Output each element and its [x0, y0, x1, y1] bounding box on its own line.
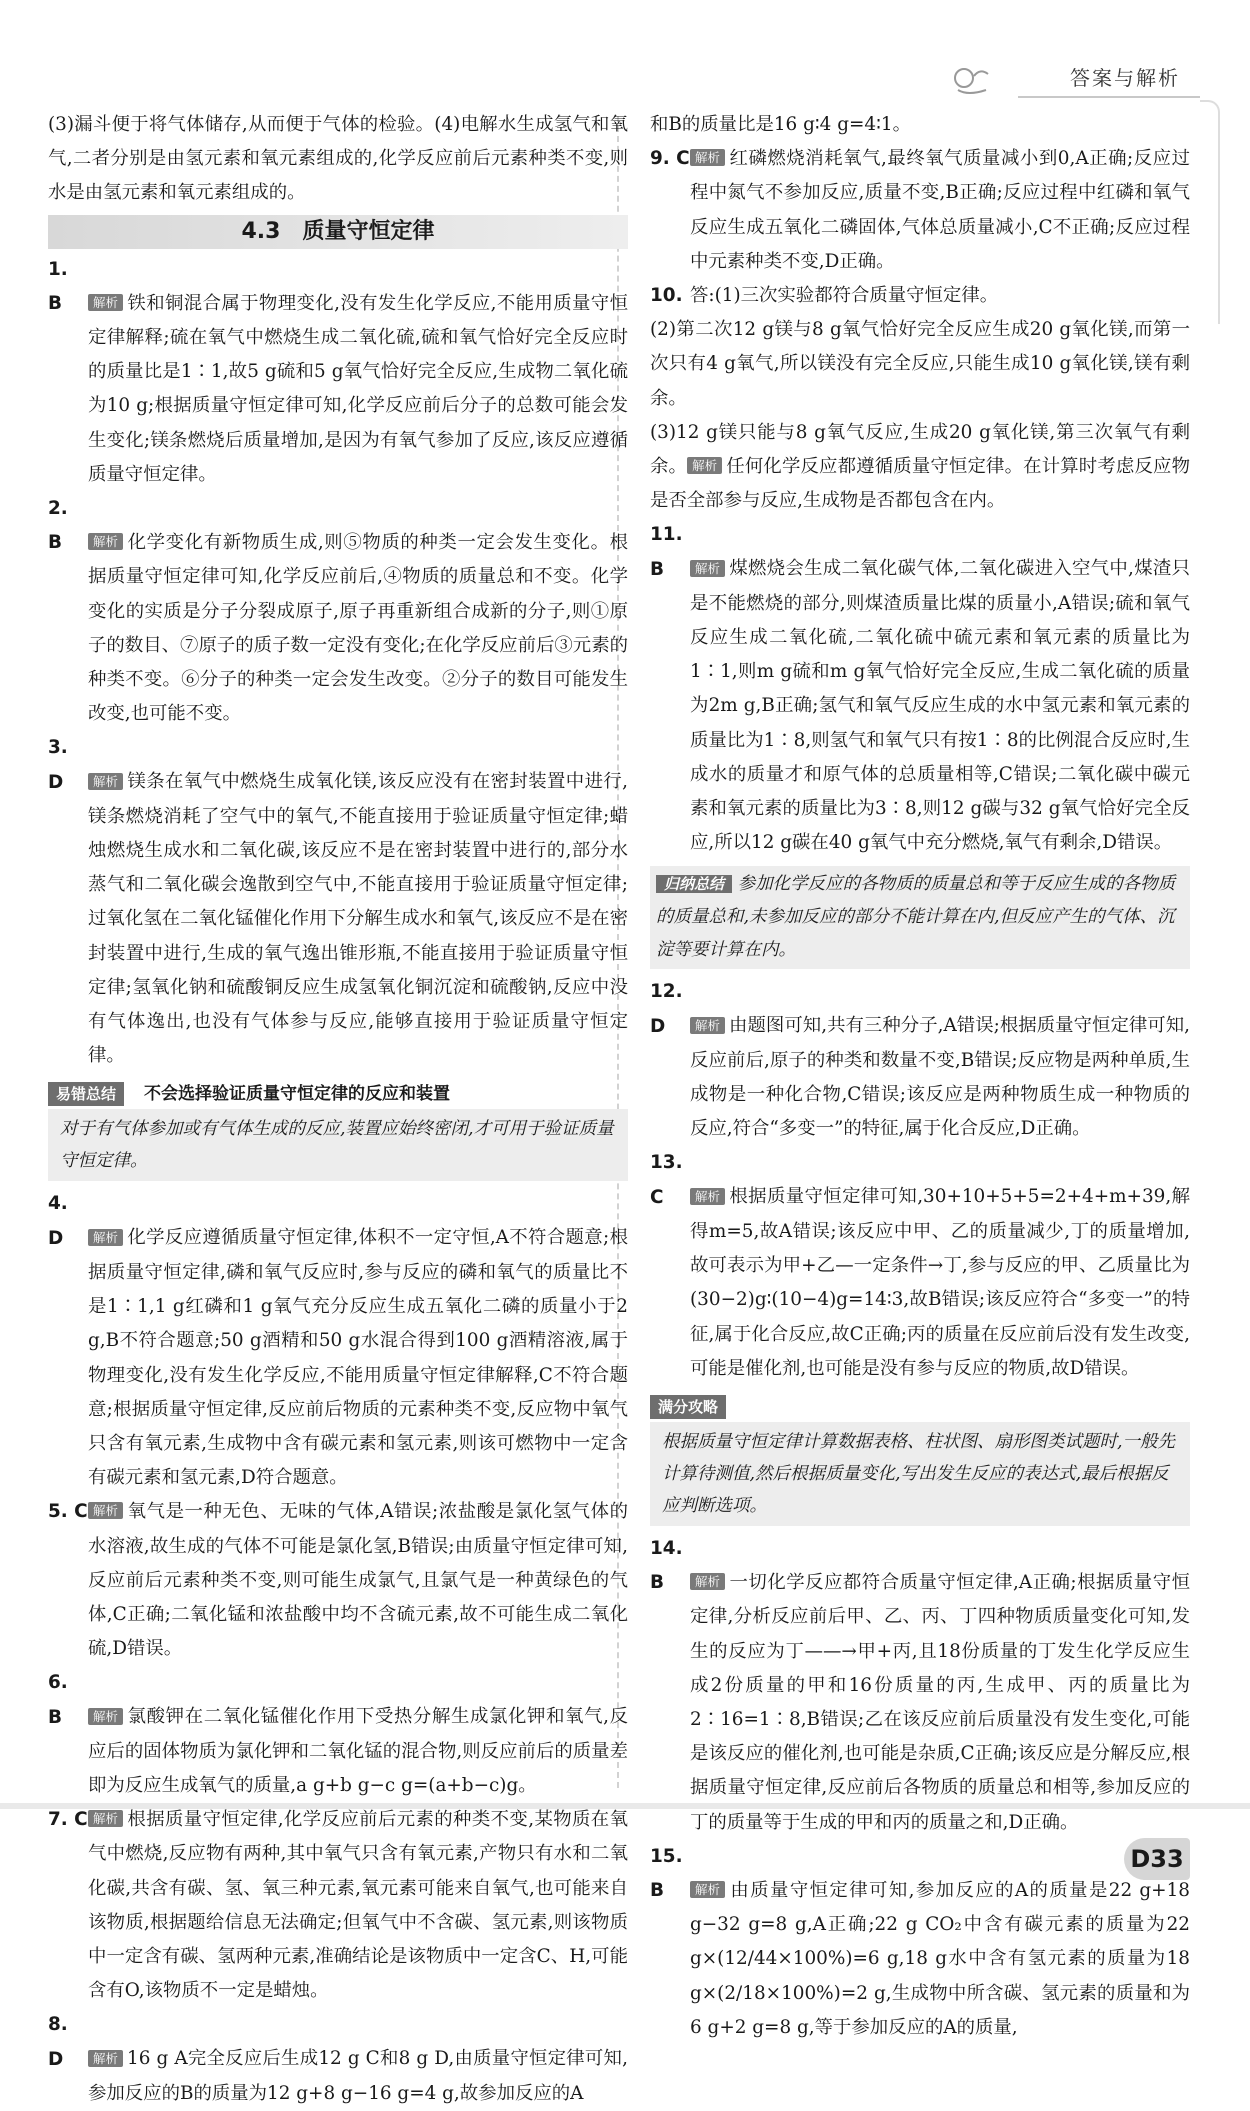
strategy-label: 满分攻略: [650, 1395, 726, 1419]
mistake-body: 对于有气体参加或有气体生成的反应,装置应始终密闭,才可用于验证质量守恒定律。: [48, 1109, 628, 1181]
answer-item-11: 11. B 解析 煤燃烧会生成二氧化碳气体,二氧化碳进入空气中,煤渣只是不能燃烧的部分,则煤渣质量比煤的质量小,A错误;硫和氧气反应生成二氧化硫,二氧化硫中硫元素和氧元素的质量比为1∶1,则m g硫和m g氧气恰好完全反应,生成二氧化硫的质量为2m g,B正确;氢气和氧气反应生成的水中氢元素和氧元素的质量比为1∶8,则氢气和氧气只有按1∶8的比例混合反应时,生成水的质量才和原气体的总质量相等,C错误;二氧化碳中碳元素和氧元素的质量比为3∶8,则12 g碳与32 g氧气恰好完全反应,所以12 g碳在40 g氧气中充分燃烧,氧气有剩余,D错误。: [650, 524, 1190, 854]
page-header: [0, 0, 1250, 110]
answer-item-2: 2. B 解析 化学变化有新物质生成,则⑤物质的种类一定会发生变化。根据质量守恒定律可知,化学反应前后,④物质的质量总和不变。化学变化的实质是分子分裂成原子,原子再重新组合成新的分子,则①原子的数目、⑦原子的质子数一定没有变化;在化学反应前后③元素的种类不变。⑥分子的种类一定会发生改变。②分子的数目可能发生改变,也可能不变。: [48, 498, 628, 725]
answer-10-part3: (3)12 g镁只能与8 g氧气反应,生成20 g氧化镁,第三次氧气有剩余。 解析 任何化学反应都遵循质量守恒定律。在计算时考虑反应物是否全部参与反应,生成物是否都包含在内。: [650, 421, 1190, 512]
answer-item-1: 1. B 解析 铁和铜混合属于物理变化,没有发生化学反应,不能用质量守恒定律解释;硫在氧气中燃烧生成二氧化硫,硫和氧气恰好完全反应时的质量比是1∶1,故5 g硫和5 g氧气恰好完全反应,生成物二氧化硫为10 g;根据质量守恒定律可知,化学反应前后分子的总数可能会发生变化;镁条燃烧后质量增加,是因为有氧气参加了反应,该反应遵循质量守恒定律。: [48, 258, 628, 485]
analysis-tag: 解析: [88, 294, 123, 311]
header-rule: [1018, 96, 1200, 98]
answer-item-15: 15. B 解析 由质量守恒定律可知,参加反应的A的质量是22 g+18 g−32 g=8 g,A正确;22 g CO₂中含有碳元素的质量为22 g×(12/44×100%)=6 g,18 g水中含有氢元素的质量为18 g×(2/18×100%)=2 g,生成物中所含碳、氢元素的质量和为6 g+2 g=8 g,等于参加反应的A的质量,: [650, 1845, 1190, 2038]
summary-body: 参加化学反应的各物质的质量总和等于反应生成的各物质的质量总和,未参加反应的部分不能计算在内,但反应产生的气体、沉淀等要计算在内。: [656, 874, 1176, 961]
continued-text: 和B的质量比是16 g∶4 g=4∶1。: [650, 114, 911, 135]
answer-item-7: 7. C 解析 根据质量守恒定律,化学反应前后元素的种类不变,某物质在氧气中燃烧,反应物有两种,其中氧气只含有氧元素,产物只有水和二氧化碳,共含有碳、氢、氧三种元素,氧元素可能来自氧气,也可能来自该物质,根据题给信息无法确定;但氧气中不含碳、氢元素,则该物质中一定含有碳、氢两种元素,准确结论是该物质中一定含C、H,可能含有O,该物质不一定是蜡烛。: [48, 1809, 628, 2002]
answer-item-5: 5. C 解析 氧气是一种无色、无味的气体,A错误;浓盐酸是氯化氢气体的水溶液,故生成的气体不可能是氯化氢,B错误;由质量守恒定律可知,反应前后元素种类不变,则可能生成氯气,且氯气是一种黄绿色的气体,C正确;二氧化锰和浓盐酸中均不含硫元素,故不可能生成二氧化硫,D错误。: [48, 1501, 628, 1660]
analysis-tag: 解析: [88, 773, 123, 790]
mistake-title: 不会选择验证质量守恒定律的反应和装置: [144, 1084, 451, 1105]
analysis-tag: 解析: [88, 2050, 123, 2067]
right-column: [650, 108, 1190, 2045]
section-title: 4.3 质量守恒定律: [48, 215, 628, 249]
header-title: 答案与解析: [1070, 66, 1180, 90]
answer-item-6: 6. B 解析 氯酸钾在二氧化锰催化作用下受热分解生成氯化钾和氧气,反应后的固体物质为氯化钾和二氧化锰的混合物,则反应前后的质量差即为反应生成氧气的质量,a g+b g−c g=(a+b−c)g。: [48, 1672, 628, 1796]
answer-item-9: 9. C 解析 红磷燃烧消耗氧气,最终氧气质量减小到0,A正确;反应过程中氮气不参加反应,质量不变,B正确;反应过程中红磷和氧气反应生成五氧化二磷固体,气体总质量减小,C不正确;反应过程中元素种类不变,D正确。: [650, 148, 1190, 272]
analysis-tag: 解析: [88, 1229, 123, 1246]
decorative-bracket: [1200, 100, 1220, 324]
analysis-tag: 解析: [690, 1881, 725, 1898]
analysis-tag: 解析: [88, 1810, 123, 1827]
analysis-tag: 解析: [88, 1502, 123, 1519]
answer-item-8: 8. D 解析 16 g A完全反应后生成12 g C和8 g D,由质量守恒定律可知,参加反应的B的质量为12 g+8 g−16 g=4 g,故参加反应的A: [48, 2014, 628, 2104]
answer-item-10: 10. 答:(1)三次实验都符合质量守恒定律。: [650, 285, 999, 307]
page-number: D33: [1124, 1838, 1190, 1880]
analysis-tag: 解析: [690, 149, 725, 166]
analysis-tag: 解析: [690, 1573, 725, 1590]
mistake-summary-box: [48, 1079, 628, 1181]
mistake-label: 易错总结: [48, 1082, 124, 1106]
answer-item-3: 3. D 解析 镁条在氧气中燃烧生成氧化镁,该反应没有在密封装置中进行,镁条燃烧消耗了空气中的氧气,不能直接用于验证质量守恒定律;蜡烛燃烧生成水和二氧化碳,该反应不是在密封装置中进行的,部分水蒸气和二氧化碳会逸散到空气中,不能直接用于验证质量守恒定律;过氧化氢在二氧化锰催化作用下分解生成水和氧气,该反应不是在密封装置中进行,生成的氧气逸出锥形瓶,不能直接用于验证质量守恒定律;氢氧化钠和硫酸铜反应生成氢氧化铜沉淀和硫酸钠,反应中没有气体逸出,也没有气体参与反应,能够直接用于验证质量守恒定律。: [48, 737, 628, 1067]
intro-paragraph: (3)漏斗便于将气体储存,从而便于气体的检验。(4)电解水生成氢气和氧气,二者分别是由氢元素和氧元素组成的,化学反应前后元素种类不变,则水是由氢元素和氧元素组成的。: [48, 114, 628, 204]
answer-item-14: 14. B 解析 一切化学反应都符合质量守恒定律,A正确;根据质量守恒定律,分析反应前后甲、乙、丙、丁四种物质质量变化可知,发生的反应为丁——→甲+丙,且18份质量的丁发生化学反应生成2份质量的甲和16份质量的丙,生成甲、丙的质量比为2∶16=1∶8,B错误;乙在该反应前后质量没有发生变化,可能是该反应的催化剂,也可能是杂质,C正确;该反应是分解反应,根据质量守恒定律,反应前后各物质的质量总和相等,参加反应的丁的质量等于生成的甲和丙的质量之和,D正确。: [650, 1537, 1190, 1833]
answer-10-part2: (2)第二次12 g镁与8 g氧气恰好完全反应生成20 g氧化镁,而第一次只有4 g氧气,所以镁没有完全反应,只能生成10 g氧化镁,镁有剩余。: [650, 319, 1190, 409]
answer-item-12: 12. D 解析 由题图可知,共有三种分子,A错误;根据质量守恒定律可知,反应前后,原子的种类和数量不变,B错误;反应物是两种单质,生成物是一种化合物,C错误;该反应是两种物质生成一种物质的反应,符合“多变一”的特征,属于化合反应,D正确。: [650, 981, 1190, 1140]
analysis-tag: 解析: [88, 1708, 123, 1725]
analysis-tag: 解析: [690, 560, 725, 577]
answer-item-13: 13. C 解析 根据质量守恒定律可知,30+10+5+5=2+4+m+39,解得m=5,故A错误;该反应中甲、乙的质量减少,丁的质量增加,故可表示为甲+乙—一定条件→丁,参与反应的甲、乙质量比为(30−2)g∶(10−4)g=14∶3,故B错误;该反应符合“多变一”的特征,属于化合反应,故C正确;丙的质量在反应前后没有发生改变,可能是催化剂,也可能是没有参与反应的物质,故D错误。: [650, 1152, 1190, 1379]
mascot-icon: [950, 62, 998, 96]
analysis-tag: 解析: [690, 1017, 725, 1034]
analysis-tag: 解析: [687, 457, 722, 474]
summary-label: 归纳总结: [656, 875, 732, 893]
strategy-body: 根据质量守恒定律计算数据表格、柱状图、扇形图类试题时,一般先计算待测值,然后根据质量变化,写出发生反应的表达式,最后根据反应判断选项。: [650, 1422, 1190, 1526]
analysis-tag: 解析: [88, 533, 123, 550]
analysis-tag: 解析: [690, 1188, 725, 1205]
left-column: [48, 108, 628, 2111]
strategy-box: [650, 1392, 1190, 1526]
footer-rule: [0, 1803, 1250, 1809]
summary-box: [650, 866, 1190, 969]
answer-item-4: 4. D 解析 化学反应遵循质量守恒定律,体积不一定守恒,A不符合题意;根据质量守恒定律,磷和氧气反应时,参与反应的磷和氧气的质量比不是1∶1,1 g红磷和1 g氧气充分反应生成五氧化二磷的质量小于2 g,B不符合题意;50 g酒精和50 g水混合得到100 g酒精溶液,属于物理变化,没有发生化学反应,不能用质量守恒定律解释,C不符合题意;根据质量守恒定律,反应前后物质的元素种类不变,反应物中氧气只含有氧元素,生成物中含有碳元素和氢元素,则该可燃物中一定含有碳元素和氢元素,D符合题意。: [48, 1193, 628, 1489]
